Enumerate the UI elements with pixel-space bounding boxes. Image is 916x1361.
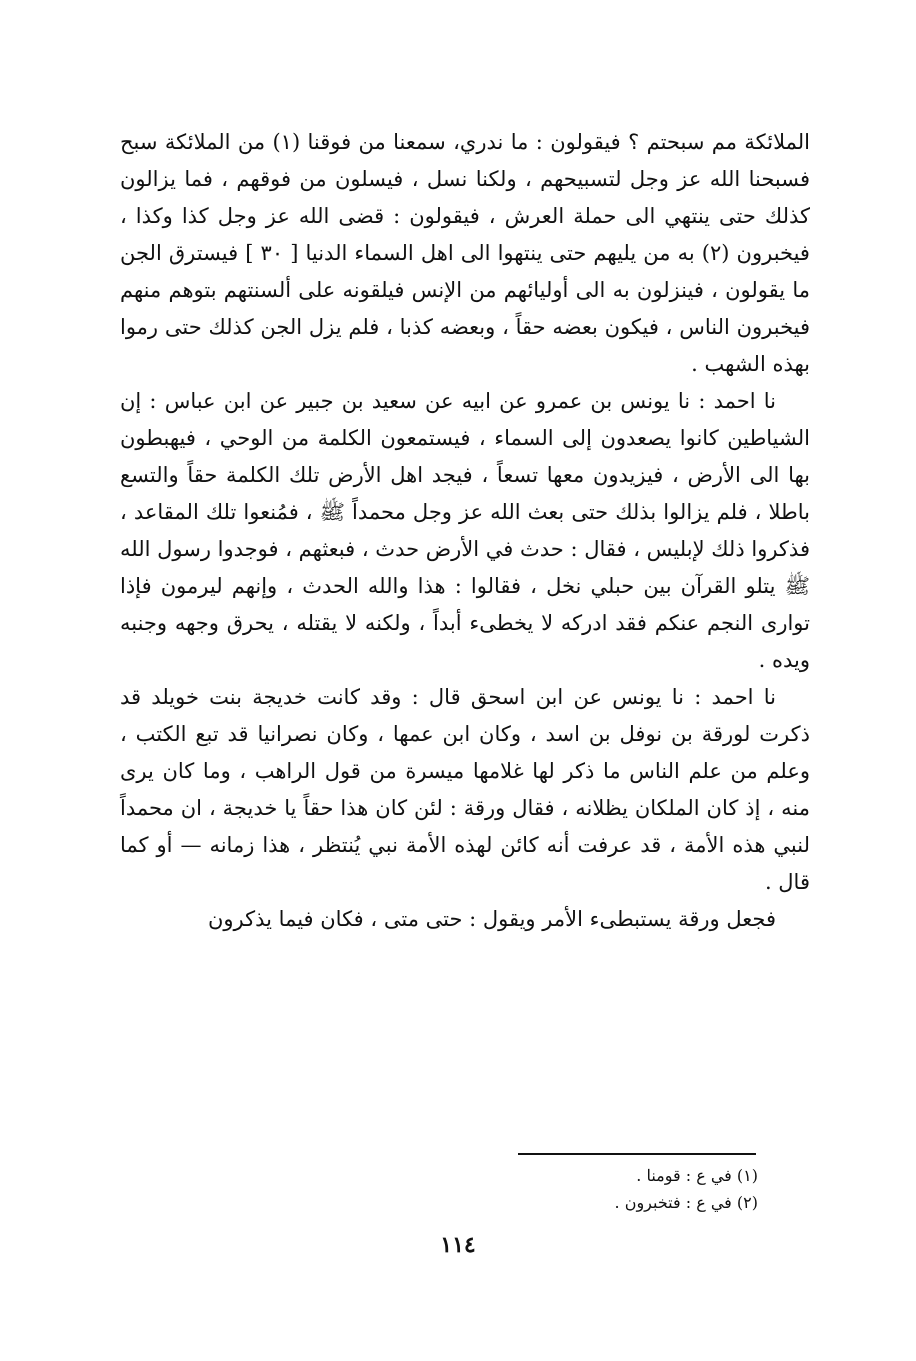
main-text (120, 124, 810, 938)
paragraph-1: الملائكة مم سبحتم ؟ فيقولون : ما ندري، سمعنا من فوقنا (١) من الملائكة سبح فسبحنا الله عز وجل لتسبيحهم ، ولكنا نسل ، فيسلون من فوقهم ، فما يزالون كذلك حتى ينتهي الى حملة العرش ، فيقولون : قضى الله عز وجل كذا وكذا ، فيخبرون (٢) به من يليهم حتى ينتهوا الى اهل السماء الدنيا [ ٣٠ ] فيسترق الجن ما يقولون ، فينزلون به الى أوليائهم من الإنس فيلقونه على ألسنتهم بتوهم منهم فيخبرون الناس ، فيكون بعضه حقاً ، وبعضه كذبا ، فلم يزل الجن كذلك حتى رموا بهذه الشهب . (120, 130, 811, 376)
footnotes (358, 1162, 758, 1216)
page-number: ١١٤ (440, 1232, 476, 1258)
paragraph-3: نا احمد : نا يونس عن ابن اسحق قال : وقد كانت خديجة بنت خويلد قد ذكرت لورقة بن نوفل بن اسد ، وكان ابن عمها ، وكان نصرانيا قد تبع الكتب ، وعلم من علم الناس ما ذكر لها غلامها ميسرة من قول الراهب ، وما كان يرى منه ، إذ كان الملكان يظلانه ، فقال ورقة : لئن كان هذا حقاً يا خديجة ، ان محمداً لنبي هذه الأمة ، قد عرفت أنه كائن لهذه الأمة نبي يُنتظر ، هذا زمانه — أو كما قال . (120, 685, 810, 894)
footnote-2: (٢) في ع : فتخبرون . (614, 1193, 758, 1212)
paragraph-2: نا احمد : نا يونس بن عمرو عن ابيه عن سعيد بن جبير عن ابن عباس : إن الشياطين كانوا يصعدون إلى السماء ، فيستمعون الكلمة من الوحي ، فيهبطون بها الى الأرض ، فيزيدون معها تسعاً ، فيجد اهل الأرض تلك الكلمة حقاً والتسع باطلا ، فلم يزالوا بذلك حتى بعث الله عز وجل محمداً ﷺ ، فمُنعوا تلك المقاعد ، فذكروا ذلك لإبليس ، فقال : حدث في الأرض حدث ، فبعثهم ، فوجدوا رسول الله ﷺ يتلو القرآن بين حبلي نخل ، فقالوا : هذا والله الحدث ، وإنهم ليرمون فإذا توارى النجم عنكم فقد ادركه لا يخطىء أبداً ، ولكنه لا يقتله ، يحرق وجهه وجنبه ويده . (120, 389, 810, 672)
paragraph-4: فجعل ورقة يستبطىء الأمر ويقول : حتى متى ، فكان فيما يذكرون (207, 907, 776, 931)
footnote-1: (١) في ع : قومنا . (636, 1166, 758, 1185)
footnote-divider (518, 1153, 756, 1155)
